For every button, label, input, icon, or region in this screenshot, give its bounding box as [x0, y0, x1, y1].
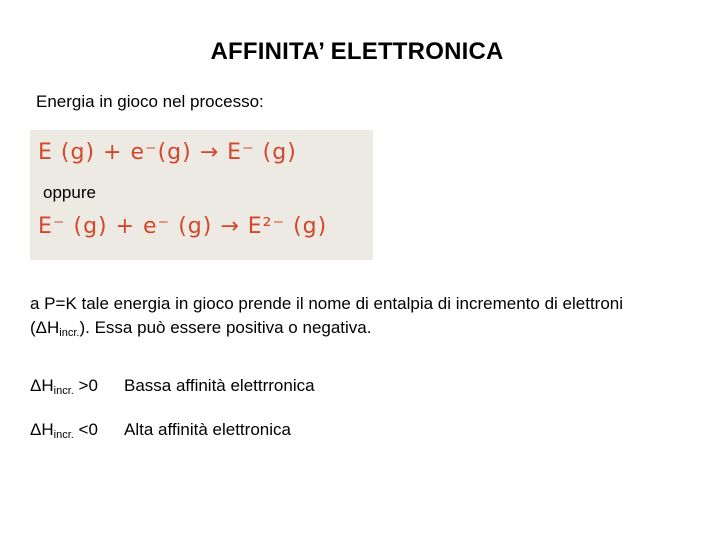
paragraph-line-1: a P=K tale energia in gioco prende il nome di entalpia di incremento di elettroni: [30, 294, 624, 313]
oppure-label: oppure: [43, 183, 96, 202]
paragraph-open: (ΔH: [30, 318, 60, 337]
description-paragraph: [30, 292, 690, 345]
condition-row-positive: [30, 376, 315, 397]
equation-second: E⁻ (g) + e⁻ (g) → E²⁻ (g): [38, 214, 328, 239]
delta-h-symbol: ΔH: [30, 420, 54, 439]
delta-h-symbol: ΔH: [30, 376, 54, 395]
paragraph-close: ). Essa può essere positiva o negativa.: [79, 318, 372, 337]
handwritten-equations-image: [30, 130, 373, 260]
paragraph-subscript: incr.: [59, 327, 80, 339]
condition-value: <0: [73, 420, 98, 439]
delta-h-subscript: incr.: [53, 429, 74, 441]
condition-expression: [30, 376, 124, 397]
condition-row-negative: [30, 420, 291, 441]
condition-description: Bassa affinità elettrronica: [124, 376, 315, 395]
intro-text: Energia in gioco nel processo:: [36, 92, 264, 111]
equation-first: E (g) + e⁻(g) → E⁻ (g): [38, 140, 297, 165]
delta-h-subscript: incr.: [53, 385, 74, 397]
condition-expression: [30, 420, 124, 441]
condition-value: >0: [73, 376, 98, 395]
condition-description: Alta affinità elettronica: [124, 420, 291, 439]
slide-title: AFFINITA’ ELETTRONICA: [210, 38, 504, 65]
